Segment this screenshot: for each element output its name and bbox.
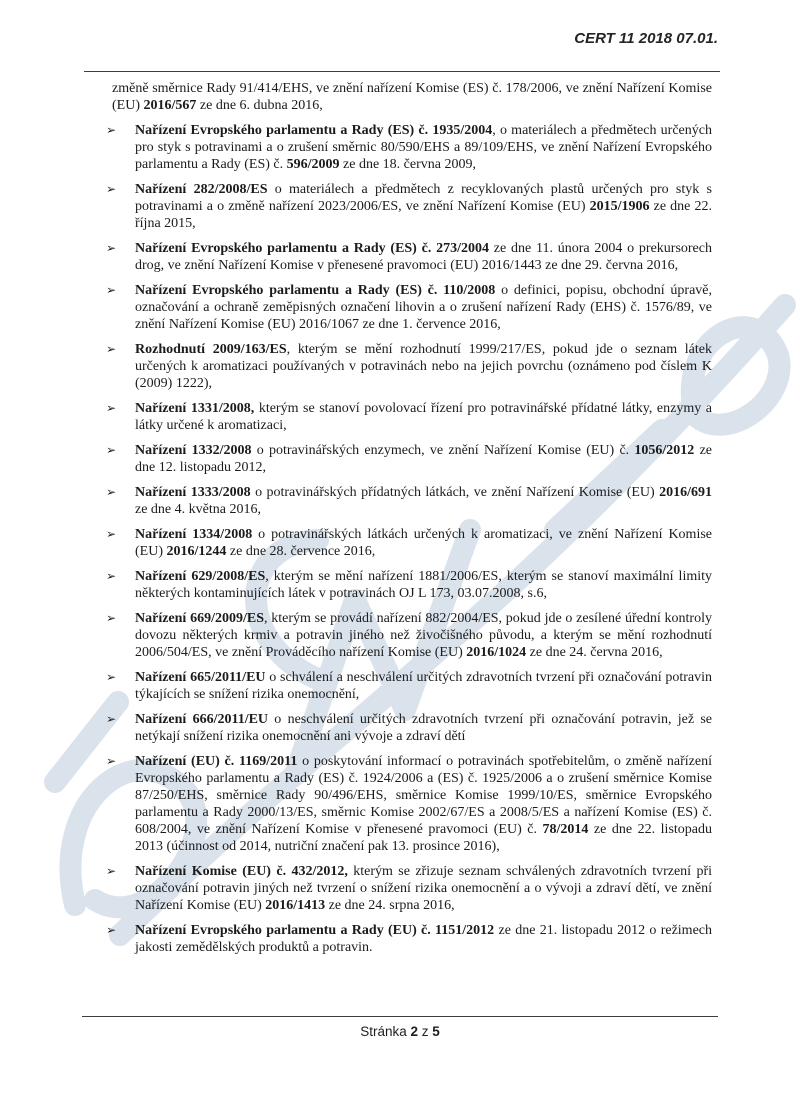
- list-item: [104, 484, 712, 518]
- paragraph-text: Nařízení 665/2011/EU o schválení a neschválení určitých zdravotních tvrzení při označování potravin týkajících se snížení rizika onemocnění,: [135, 670, 712, 702]
- list-item: [104, 863, 712, 914]
- list-item: [104, 122, 712, 173]
- arrow-bullet-icon: ➢: [106, 611, 117, 625]
- list-item: [104, 669, 712, 703]
- paragraph-text: Nařízení 282/2008/ES o materiálech a předmětech z recyklovaných plastů určených pro styk s potravinami a o změně nařízení 2023/2006/ES, ve znění Nařízení Komise (EU) 2015/1906 ze dne 22. října 2015,: [135, 182, 712, 231]
- arrow-bullet-icon: ➢: [106, 241, 117, 255]
- paragraph-text: Nařízení 629/2008/ES, kterým se mění nařízení 1881/2006/ES, kterým se stanoví maximální limity některých kontaminujících látek v potravinách OJ L 173, 03.07.2008, s.6,: [135, 569, 712, 601]
- list-item: [104, 400, 712, 434]
- paragraph-text: Nařízení 669/2009/ES, kterým se provádí nařízení 882/2004/ES, pokud jde o zesílené úřední kontroly dovozu některých krmiv a potravin jiného než živočišného původu, a kterým se mění rozhodnutí 2006/504/ES, ve znění Prováděcího nařízení Komise (EU) 2016/1024 ze dne 24. června 2016,: [135, 611, 712, 660]
- arrow-bullet-icon: ➢: [106, 443, 117, 457]
- arrow-bullet-icon: ➢: [106, 283, 117, 297]
- paragraph-text: Nařízení 666/2011/EU o neschválení určitých zdravotních tvrzení při označování potravin, jež se netýkají snížení rizika onemocnění ani vývoje a zdraví dětí: [135, 712, 712, 744]
- arrow-bullet-icon: ➢: [106, 712, 117, 726]
- arrow-bullet-icon: ➢: [106, 754, 117, 768]
- paragraph-text: Nařízení 1331/2008, kterým se stanoví povolovací řízení pro potravinářské přídatné látky, enzymy a látky určené k aromatizaci,: [135, 401, 712, 433]
- list-item: [104, 610, 712, 661]
- arrow-bullet-icon: ➢: [106, 123, 117, 137]
- arrow-bullet-icon: ➢: [106, 342, 117, 356]
- arrow-bullet-icon: ➢: [106, 864, 117, 878]
- list-item: [104, 341, 712, 392]
- footer-label: Stránka: [360, 1024, 407, 1039]
- list-item: [104, 922, 712, 956]
- arrow-bullet-icon: ➢: [106, 569, 117, 583]
- lead-paragraph: [112, 80, 712, 114]
- arrow-bullet-icon: ➢: [106, 485, 117, 499]
- footer-separator: z: [421, 1024, 429, 1039]
- paragraph-text: Nařízení Komise (EU) č. 432/2012, kterým se zřizuje seznam schválených zdravotních tvrzení při označování potravin jiných než tvrzení o snížení rizika onemocnění a o vývoji a zdraví dětí, ve znění Nařízení Komise (EU) 2016/1413 ze dne 24. srpna 2016,: [135, 864, 713, 913]
- arrow-bullet-icon: ➢: [106, 923, 117, 937]
- paragraph-text: Nařízení Evropského parlamentu a Rady (ES) č. 1935/2004, o materiálech a předmětech určených pro styk s potravinami a o zrušení směrnic 80/590/EHS a 89/109/EHS, ve znění Nařízení Evropského parlamentu a Rady (ES) č. 596/2009 ze dne 18. června 2009,: [135, 123, 712, 172]
- header-divider: [84, 71, 720, 72]
- list-item: [104, 526, 712, 560]
- paragraph-text: Nařízení 1333/2008 o potravinářských přídatných látkách, ve znění Nařízení Komise (EU) 2016/691 ze dne 4. května 2016,: [135, 485, 712, 517]
- regulation-list: [104, 80, 712, 964]
- list-item: [104, 568, 712, 602]
- footer-page-number: 2: [410, 1024, 418, 1039]
- paragraph-text: Nařízení Evropského parlamentu a Rady (ES) č. 273/2004 ze dne 11. února 2004 o prekursorech drog, ve znění Nařízení Komise v přenesené pravomoci (EU) 2016/1443 ze dne 29. června 2016,: [135, 241, 712, 273]
- arrow-bullet-icon: ➢: [106, 182, 117, 196]
- arrow-bullet-icon: ➢: [106, 670, 117, 684]
- paragraph-text: Rozhodnutí 2009/163/ES, kterým se mění rozhodnutí 1999/217/ES, pokud jde o seznam látek určených k aromatizaci používaných v potravinách nebo na jejich povrchu (oznámeno pod číslem K (2009) 1222),: [135, 342, 712, 391]
- arrow-bullet-icon: ➢: [106, 527, 117, 541]
- list-item: [104, 753, 712, 855]
- list-item: [104, 240, 712, 274]
- list-item: [104, 181, 712, 232]
- paragraph-text: Nařízení Evropského parlamentu a Rady (EU) č. 1151/2012 ze dne 21. listopadu 2012 o režimech jakosti zemědělských produktů a potravin.: [135, 923, 712, 955]
- footer-divider: [82, 1016, 718, 1017]
- paragraph-text: Nařízení (EU) č. 1169/2011 o poskytování informací o potravinách spotřebitelům, o změně nařízení Evropského parlamentu a Rady (ES) č. 1924/2006 a (ES) č. 1925/2006 a o zrušení směrnice Komise 87/250/EHS, směrnice Rady 90/496/EHS, směrnice Komise 1999/10/ES, směrnice Evropského parlamentu a Rady 2000/13/ES, směrnic Komise 2002/67/ES a 2008/5/ES a nařízení Komise (ES) č. 608/2004, ve znění Nařízení Komise v přenesené pravomoci (EU) č. 78/2014 ze dne 22. listopadu 2013 (účinnost od 2014, nutriční značení pak 13. prosince 2016),: [135, 754, 713, 854]
- list-item: [104, 442, 712, 476]
- list-item: [104, 711, 712, 745]
- footer-total-pages: 5: [432, 1024, 440, 1039]
- document-code: CERT 11 2018 07.01.: [574, 30, 718, 47]
- paragraph-text: Nařízení 1332/2008 o potravinářských enzymech, ve znění Nařízení Komise (EU) č. 1056/2012 ze dne 12. listopadu 2012,: [135, 443, 712, 475]
- page-footer: [0, 1024, 800, 1039]
- paragraph-text: Nařízení 1334/2008 o potravinářských látkách určených k aromatizaci, ve znění Nařízení Komise (EU) 2016/1244 ze dne 28. července 2016,: [135, 527, 713, 559]
- list-item: [104, 282, 712, 333]
- paragraph-text: Nařízení Evropského parlamentu a Rady (ES) č. 110/2008 o definici, popisu, obchodní úpravě, označování a ochraně zeměpisných označení lihovin a o zrušení nařízení Rady (EHS) č. 1576/89, ve znění Nařízení Komise (EU) 2016/1067 ze dne 1. července 2016,: [135, 283, 712, 332]
- arrow-bullet-icon: ➢: [106, 401, 117, 415]
- paragraph-text: změně směrnice Rady 91/414/EHS, ve znění nařízení Komise (ES) č. 178/2006, ve znění Nařízení Komise (EU) 2016/567 ze dne 6. dubna 2016,: [112, 81, 712, 113]
